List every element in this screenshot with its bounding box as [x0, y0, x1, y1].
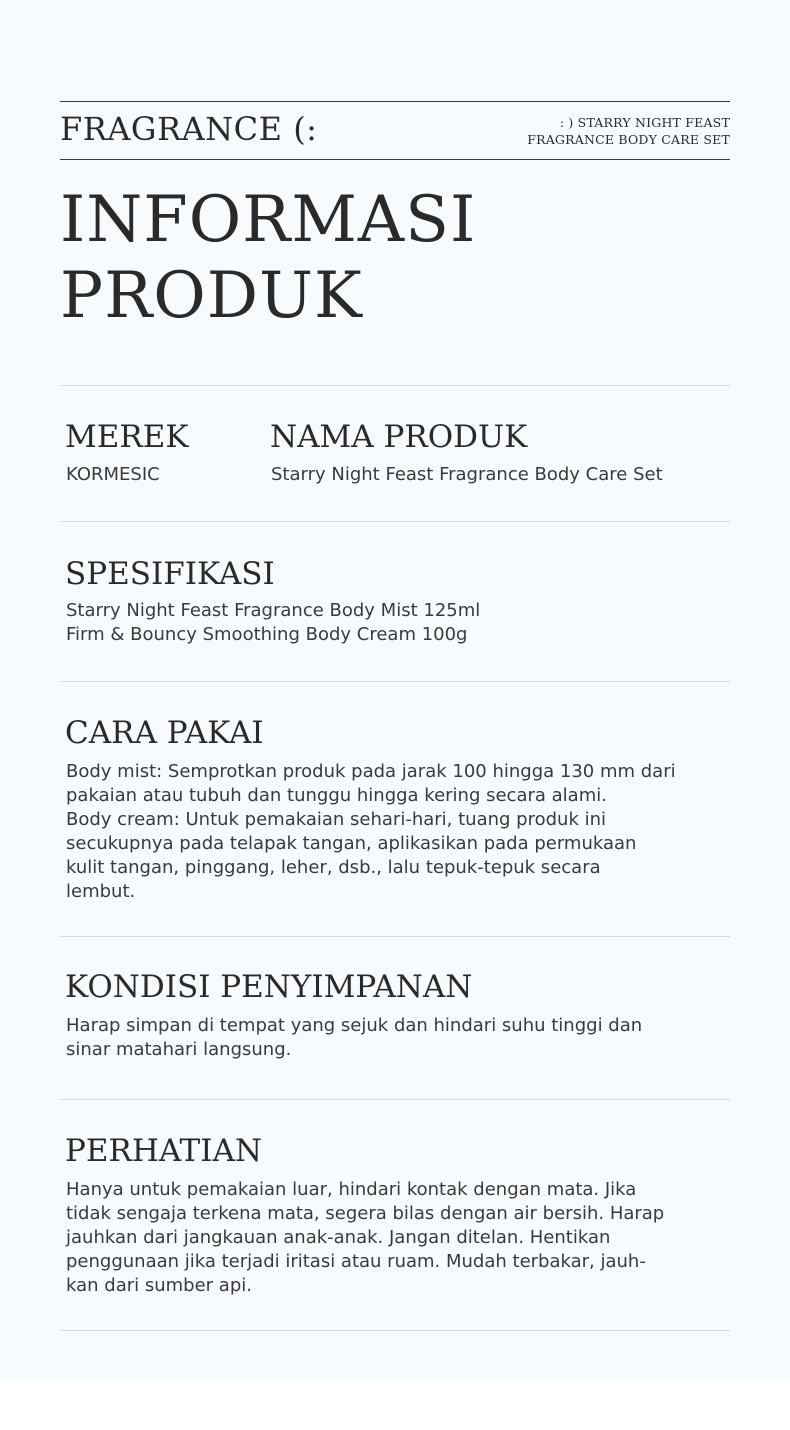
merek-value: KORMESIC [66, 464, 160, 485]
nama-produk-value: Starry Night Feast Fragrance Body Care Set [271, 464, 663, 485]
page-title-line-2: PRODUK [60, 259, 363, 333]
merek-heading: MEREK [65, 419, 189, 455]
perhatian-text [66, 1178, 664, 1298]
section-divider [60, 681, 730, 682]
header-top-rule [60, 101, 730, 102]
cara-pakai-line: Body cream: Untuk pemakaian sehari-hari, tuang produk ini [66, 809, 606, 830]
spesifikasi-text [66, 599, 480, 647]
spesifikasi-line: Starry Night Feast Fragrance Body Mist 125ml [66, 600, 481, 621]
kondisi-penyimpanan-text [66, 1014, 642, 1062]
section-divider [60, 1099, 730, 1100]
product-subtitle-line-2: FRAGRANCE BODY CARE SET [527, 132, 730, 147]
kondisi-penyimpanan-line: Harap simpan di tempat yang sejuk dan hindari suhu tinggi dan [66, 1015, 643, 1036]
section-divider [60, 521, 730, 522]
spesifikasi-line: Firm & Bouncy Smoothing Body Cream 100g [66, 624, 468, 645]
header-bottom-rule [60, 159, 730, 160]
cara-pakai-line: kulit tangan, pinggang, leher, dsb., lalu tepuk-tepuk secara [66, 857, 601, 878]
cara-pakai-line: lembut. [66, 881, 136, 902]
brand-label: FRAGRANCE (: [60, 110, 318, 148]
cara-pakai-text [66, 760, 676, 904]
product-subtitle [527, 114, 730, 148]
nama-produk-heading: NAMA PRODUK [270, 419, 528, 455]
page-title [60, 182, 476, 334]
section-divider [60, 1330, 730, 1331]
kondisi-penyimpanan-heading: KONDISI PENYIMPANAN [65, 969, 473, 1005]
cara-pakai-line: secukupnya pada telapak tangan, aplikasikan pada permukaan [66, 833, 637, 854]
perhatian-line: Hanya untuk pemakaian luar, hindari kontak dengan mata. Jika [66, 1179, 637, 1200]
product-subtitle-line-1: : ) STARRY NIGHT FEAST [559, 115, 730, 130]
spesifikasi-heading: SPESIFIKASI [65, 556, 275, 592]
perhatian-line: kan dari sumber api. [66, 1275, 252, 1296]
perhatian-heading: PERHATIAN [65, 1133, 262, 1169]
cara-pakai-heading: CARA PAKAI [65, 715, 264, 751]
page-title-line-1: INFORMASI [60, 183, 477, 257]
perhatian-line: tidak sengaja terkena mata, segera bilas dengan air bersih. Harap [66, 1203, 665, 1224]
kondisi-penyimpanan-line: sinar matahari langsung. [66, 1039, 292, 1060]
section-divider [60, 936, 730, 937]
section-divider [60, 385, 730, 386]
cara-pakai-line: Body mist: Semprotkan produk pada jarak 100 hingga 130 mm dari [66, 761, 676, 782]
perhatian-line: penggunaan jika terjadi iritasi atau ruam. Mudah terbakar, jauh- [66, 1251, 646, 1272]
perhatian-line: jauhkan dari jangkauan anak-anak. Jangan ditelan. Hentikan [66, 1227, 611, 1248]
cara-pakai-line: pakaian atau tubuh dan tunggu hingga kering secara alami. [66, 785, 607, 806]
